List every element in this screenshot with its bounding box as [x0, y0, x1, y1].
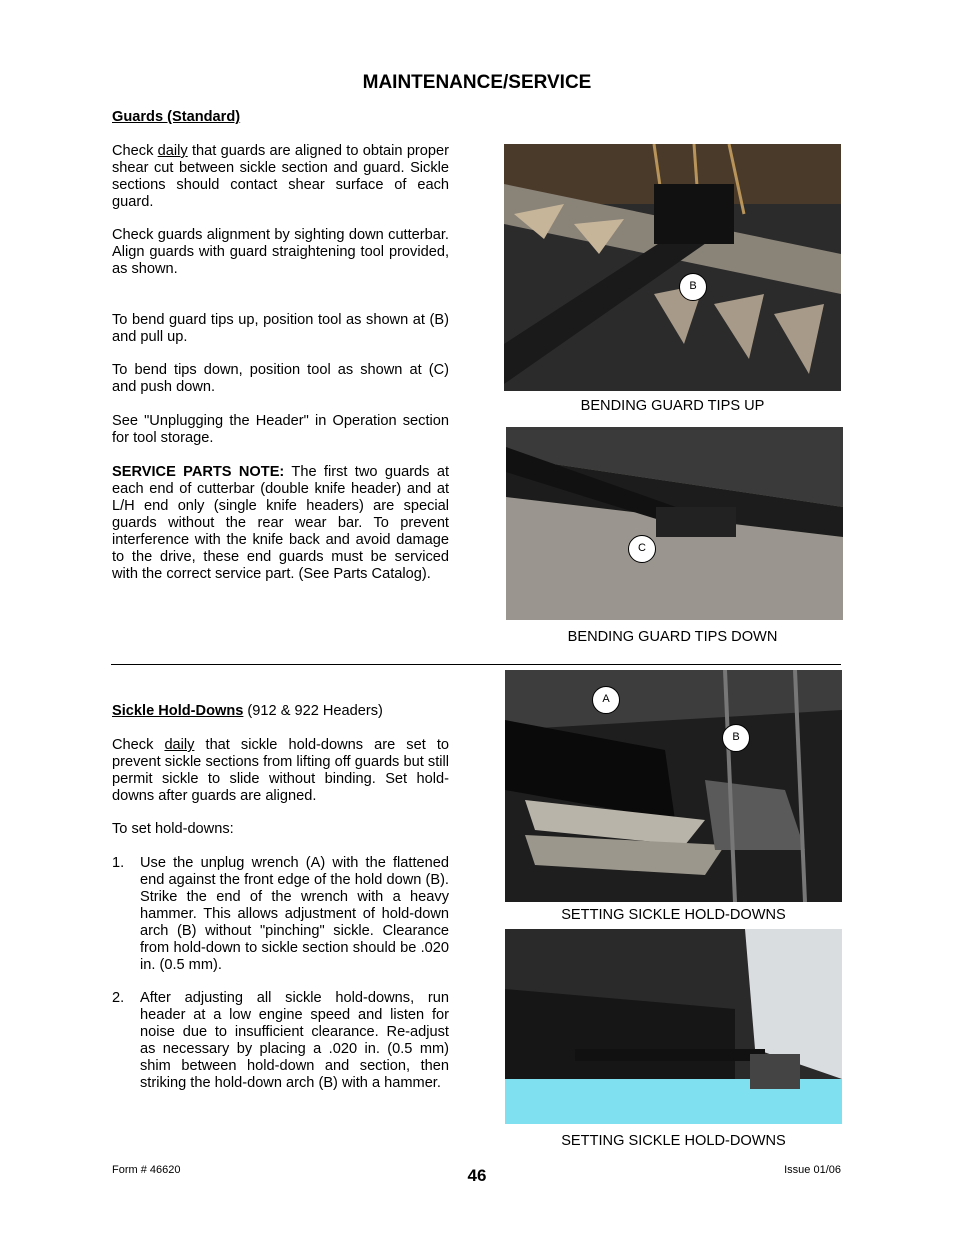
- photo-setting-sickle-hold-downs-1: [505, 670, 842, 902]
- form-number: Form # 46620: [112, 1164, 181, 1176]
- step-number: 1.: [112, 855, 125, 871]
- photo-illustration: [505, 929, 842, 1124]
- section-divider: [111, 664, 841, 665]
- step-text: Use the unplug wrench (A) with the flattened end against the front edge of the hold down (B). Strike the end of the wrench with a heavy hammer. This allows adjustment of hold-down arch (B) without "pinching" sickle. Clearance from hold-down to sickle section should be .020 in. (0.5 mm).: [140, 855, 449, 973]
- daily-emphasis: daily: [164, 737, 195, 753]
- holddowns-paragraph-1: [112, 737, 449, 805]
- guards-paragraph-1: [112, 143, 449, 211]
- figure-3-caption: SETTING SICKLE HOLD-DOWNS: [561, 907, 786, 923]
- step-1: [112, 855, 449, 974]
- photo-bending-guard-tips-down: [506, 427, 843, 620]
- service-parts-note: [112, 464, 449, 583]
- guards-paragraph-3: To bend guard tips up, position tool as shown at (B) and pull up.: [112, 312, 449, 345]
- holddowns-heading-text: Sickle Hold-Downs: [112, 703, 244, 719]
- guards-paragraph-5: See "Unplugging the Header" in Operation section for tool storage.: [112, 413, 449, 446]
- holddowns-heading: [112, 703, 449, 720]
- holddowns-heading-suffix: (912 & 922 Headers): [243, 703, 383, 719]
- text-fragment: that sickle hold-downs are set to prevent sickle sections from lifting off guards but still permit sickle to slide without binding. Set hold-downs after guards are aligned.: [112, 737, 450, 804]
- photo-illustration: [504, 144, 841, 391]
- figure-2-caption: BENDING GUARD TIPS DOWN: [567, 629, 778, 645]
- step-text: After adjusting all sickle hold-downs, run header at a low engine speed and listen for noise due to insufficient clearance. Re-adjust as necessary by placing a .020 in. (0.5 mm) shim between hold-down and section, then striking the hold-down arch (B) with a hammer.: [140, 990, 449, 1091]
- step-2: [112, 990, 449, 1092]
- issue-date: Issue 01/06: [784, 1164, 841, 1176]
- text-fragment: that guards are aligned to obtain proper shear cut between sickle section and guard. Sickle sections should contact shear surface of each guard.: [112, 143, 450, 210]
- page-title: MAINTENANCE/SERVICE: [362, 72, 592, 93]
- photo-setting-sickle-hold-downs-2: [505, 929, 842, 1124]
- callout-c: C: [628, 535, 656, 563]
- photo-illustration: [505, 670, 842, 902]
- callout-b: B: [722, 724, 750, 752]
- step-number: 2.: [112, 990, 125, 1006]
- holddowns-paragraph-2: To set hold-downs:: [112, 821, 234, 837]
- guards-heading: Guards (Standard): [112, 109, 241, 125]
- note-text: The first two guards at each end of cutterbar (double knife header) and at L/H end only (single knife headers) are special guards without the rear wear bar. To prevent interference with the knife back and avoid damage to the drive, these end guards must be serviced with the correct service part. (See Parts Catalog).: [112, 464, 449, 582]
- callout-a: A: [592, 686, 620, 714]
- guards-paragraph-4: To bend tips down, position tool as shown at (C) and push down.: [112, 362, 449, 395]
- callout-b: B: [679, 273, 707, 301]
- figure-1-caption: BENDING GUARD TIPS UP: [580, 398, 765, 414]
- text-fragment: Check: [112, 737, 165, 753]
- note-label: SERVICE PARTS NOTE:: [112, 464, 285, 480]
- photo-bending-guard-tips-up: [504, 144, 841, 391]
- guards-paragraph-2: Check guards alignment by sighting down cutterbar. Align guards with guard straightening tool provided, as shown.: [112, 227, 449, 277]
- daily-emphasis: daily: [157, 143, 188, 159]
- text-fragment: Check: [112, 143, 158, 159]
- figure-4-caption: SETTING SICKLE HOLD-DOWNS: [561, 1133, 786, 1149]
- photo-illustration: [506, 427, 843, 620]
- page-number: 46: [467, 1166, 487, 1185]
